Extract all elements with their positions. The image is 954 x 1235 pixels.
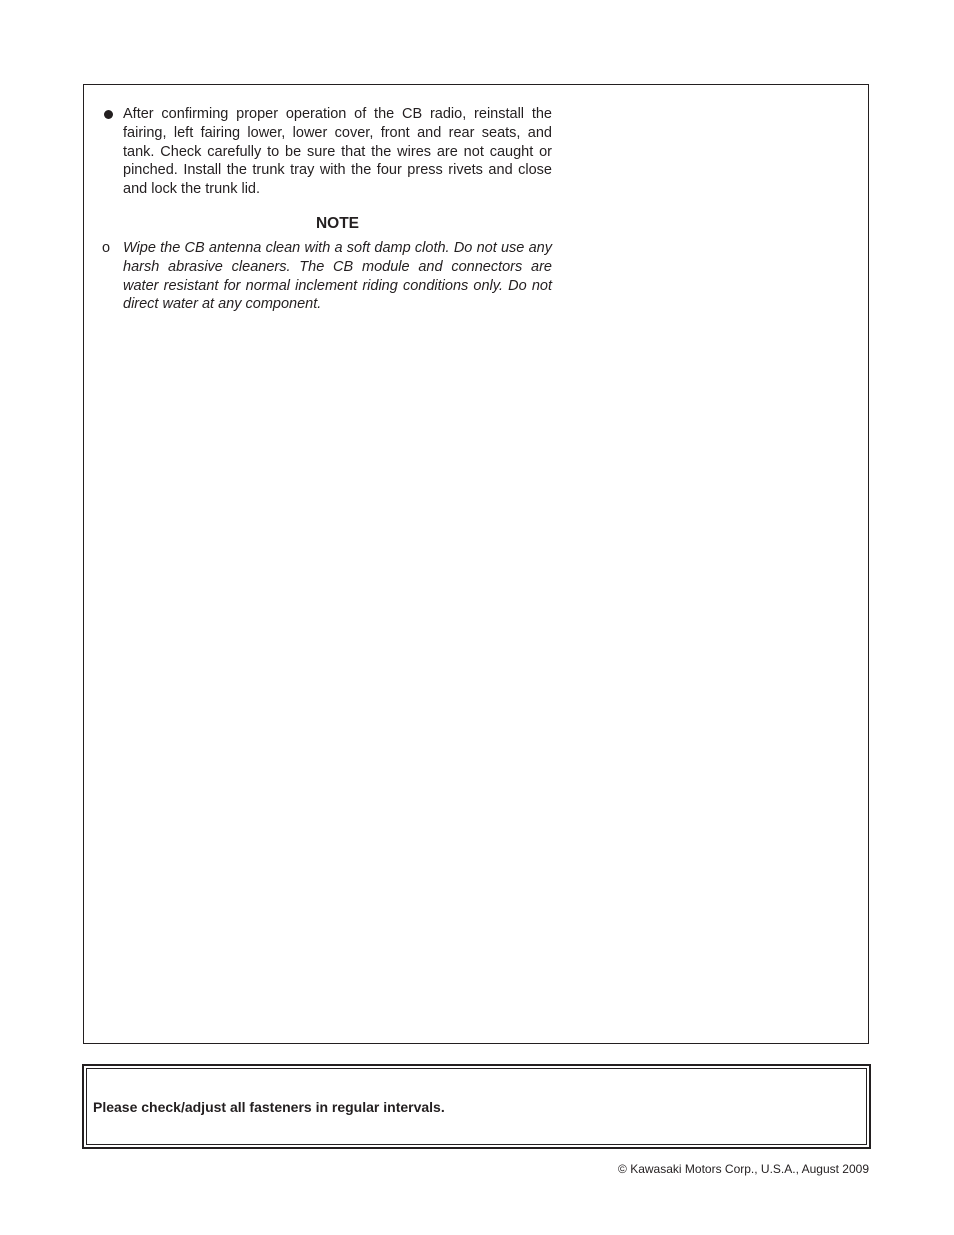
note-text: Wipe the CB antenna clean with a soft damp cloth. Do not use any harsh abrasive cleaners. The CB module and connectors are water resistant for normal inclement riding conditions only. Do not direct water at any component.: [123, 239, 552, 313]
instruction-step-text: After confirming proper operation of the CB radio, reinstall the fairing, left fairing lower, lower cover, front and rear seats, and tank. Check carefully to be sure that the wires are not caught or pinched. Install the trunk tray with the four press rivets and close and lock the trunk lid.: [123, 106, 552, 198]
note-item: [102, 239, 552, 314]
copyright-notice: © Kawasaki Motors Corp., U.S.A., August 2009: [618, 1162, 869, 1176]
bullet-icon: [104, 110, 113, 119]
note-heading: NOTE: [315, 214, 360, 232]
instruction-column: [102, 105, 552, 314]
fastener-notice-box: [82, 1064, 871, 1149]
instruction-frame: [83, 84, 869, 1044]
instruction-step: [102, 105, 552, 199]
note-marker: o: [102, 239, 111, 256]
fastener-notice-text: Please check/adjust all fasteners in regular intervals.: [93, 1099, 445, 1115]
